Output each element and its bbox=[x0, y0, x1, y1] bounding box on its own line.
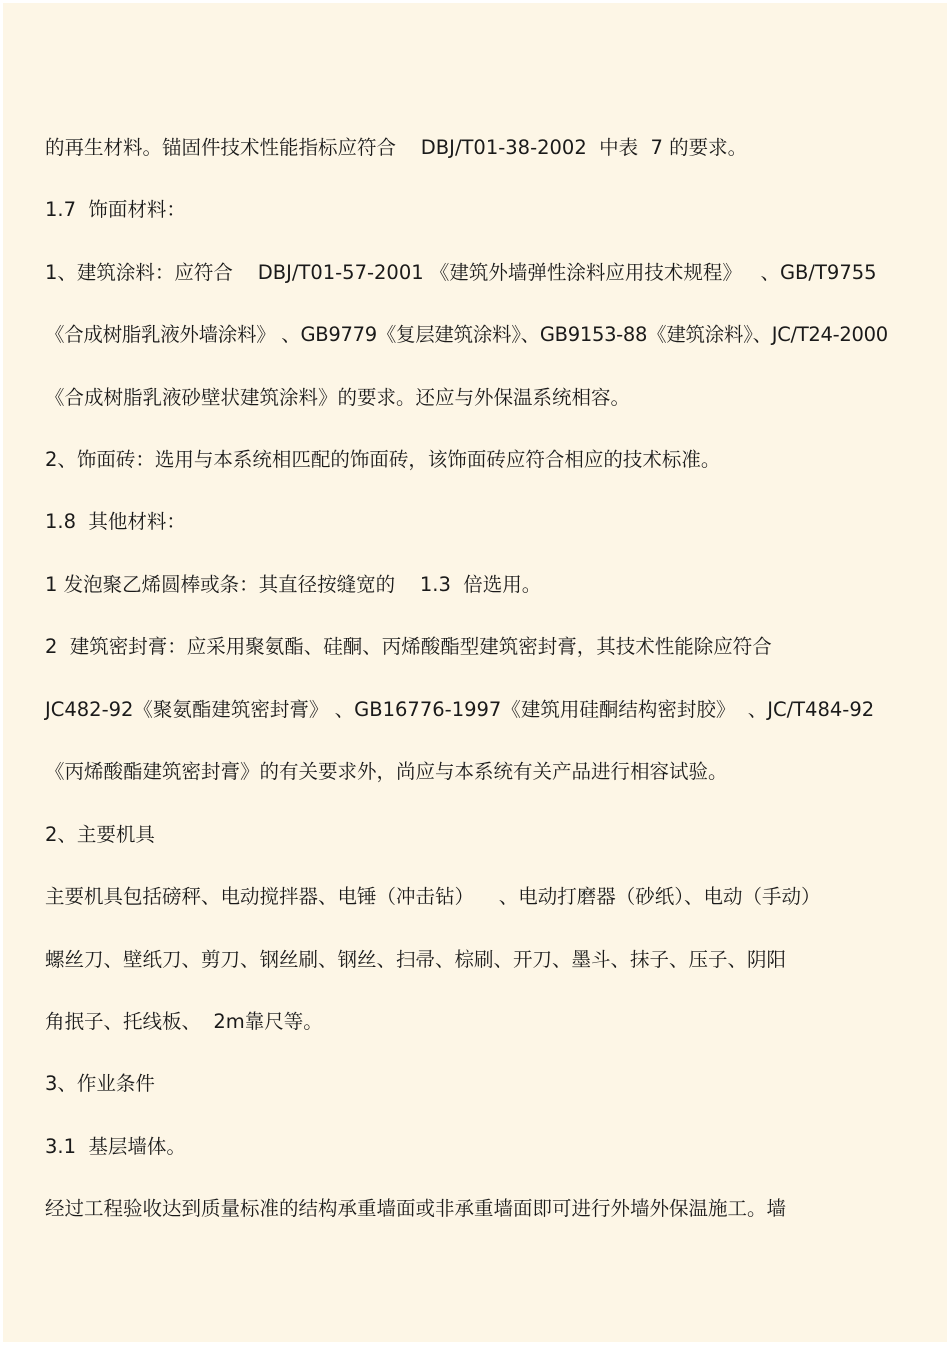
text-line-3: 1、建筑涂料：应符合 DBJ/T01-57-2001 《建筑外墙弹性涂料应用技术规程》 、GB/T9755 bbox=[45, 261, 877, 284]
text-line-9: 2 建筑密封膏：应采用聚氨酯、硅酮、丙烯酸酯型建筑密封膏，其技术性能除应符合 bbox=[45, 635, 772, 658]
text-line-8: 1 发泡聚乙烯圆棒或条：其直径按缝宽的 1.3 倍选用。 bbox=[45, 573, 542, 596]
section-heading-1-7: 1.7 饰面材料： bbox=[45, 198, 186, 221]
document-page bbox=[3, 3, 947, 1342]
section-heading-3-1: 3.1 基层墙体。 bbox=[45, 1135, 186, 1158]
text-line-5: 《合成树脂乳液砂壁状建筑涂料》的要求。还应与外保温系统相容。 bbox=[45, 386, 631, 409]
section-heading-2: 2、主要机具 bbox=[45, 823, 155, 846]
text-line-15: 角抿子、托线板、 2m靠尺等。 bbox=[45, 1010, 323, 1033]
text-line-11: 《丙烯酸酯建筑密封膏》的有关要求外，尚应与本系统有关产品进行相容试验。 bbox=[45, 760, 728, 783]
section-heading-3: 3、作业条件 bbox=[45, 1072, 155, 1095]
section-heading-1-8: 1.8 其他材料： bbox=[45, 510, 186, 533]
text-line-18: 经过工程验收达到质量标准的结构承重墙面或非承重墙面即可进行外墙外保温施工。墙 bbox=[45, 1197, 787, 1220]
text-line-1: 的再生材料。锚固件技术性能指标应符合 DBJ/T01-38-2002 中表 7 的要求。 bbox=[45, 136, 748, 159]
text-line-4: 《合成树脂乳液外墙涂料》 、GB9779《复层建筑涂料》、GB9153-88《建筑涂料》、JC/T24-2000 bbox=[45, 323, 888, 346]
text-line-6: 2、饰面砖：选用与本系统相匹配的饰面砖，该饰面砖应符合相应的技术标准。 bbox=[45, 448, 721, 471]
text-line-10: JC482-92《聚氨酯建筑密封膏》 、GB16776-1997《建筑用硅酮结构密封胶》 、JC/T484-92 bbox=[45, 698, 875, 721]
text-line-14: 螺丝刀、壁纸刀、剪刀、钢丝刷、钢丝、扫帚、棕刷、开刀、墨斗、抹子、压子、阴阳 bbox=[45, 948, 787, 971]
text-line-13: 主要机具包括磅秤、电动搅拌器、电锤（冲击钻） 、电动打磨器（砂纸）、电动（手动） bbox=[45, 885, 821, 908]
